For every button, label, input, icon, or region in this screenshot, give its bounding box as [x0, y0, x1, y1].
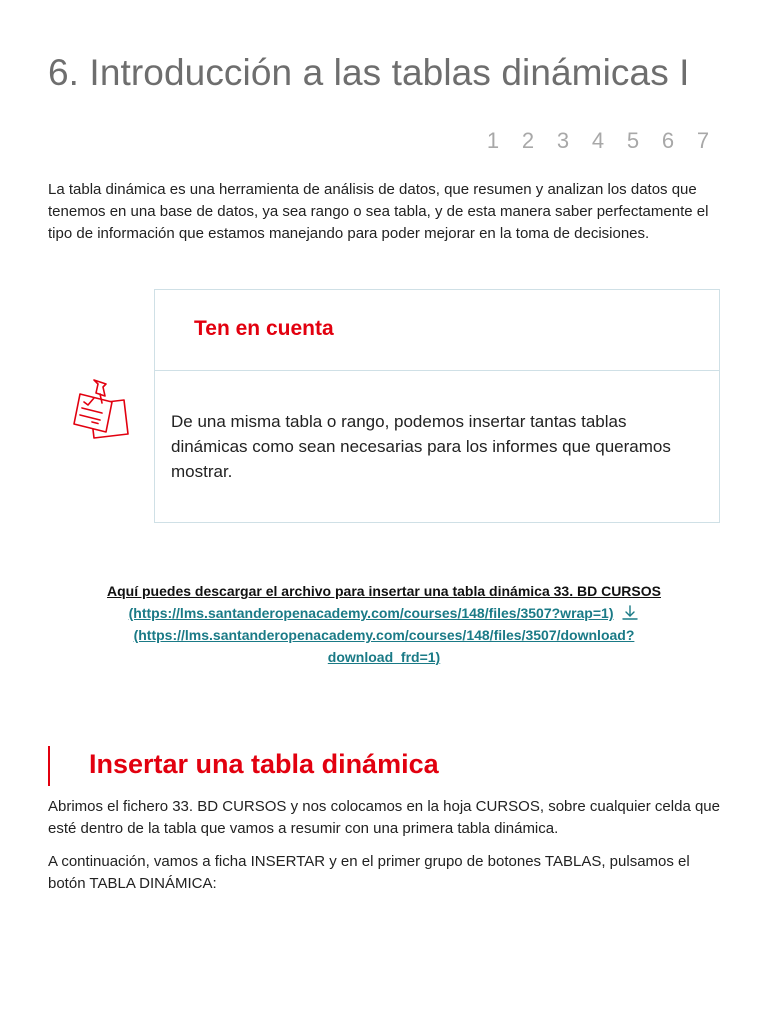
intro-paragraph: La tabla dinámica es una herramienta de análisis de datos, que resumen y analizan los datos que tenemos en una base de datos, ya sea rango o sea tabla, y de esta manera saber perfectamente el tipo de información que estamos manejando para poder mejorar en la toma de decisiones.: [48, 181, 709, 242]
download-link[interactable]: (https://lms.santanderopenacademy.com/courses/148/files/3507/download?download_frd=1): [133, 627, 635, 665]
download-text: Aquí puedes descargar el archivo para insertar una tabla dinámica 33. BD CURSOS: [107, 583, 661, 599]
section-paragraph-2: A continuación, vamos a ficha INSERTAR y en el primer grupo de botones TABLAS, pulsamos el botón TABLA DINÁMICA:: [48, 853, 690, 892]
callout-title: Ten en cuenta: [194, 317, 334, 340]
callout-header: [155, 290, 719, 371]
download-arrow-icon[interactable]: [621, 605, 639, 621]
page-link-7[interactable]: 7: [696, 128, 710, 153]
pinned-note-icon: [72, 374, 132, 440]
pagination: [478, 128, 718, 154]
download-block: [100, 580, 668, 668]
callout-box: [154, 289, 720, 523]
page-link-2[interactable]: 2: [521, 128, 535, 153]
page-title: 6. Introducción a las tablas dinámicas I: [48, 52, 690, 93]
page-link-4[interactable]: 4: [591, 128, 605, 153]
page-link-1[interactable]: 1: [486, 128, 500, 153]
page-link-3[interactable]: 3: [556, 128, 570, 153]
page-link-6[interactable]: 6: [661, 128, 675, 153]
section-title: Insertar una tabla dinámica: [89, 749, 439, 779]
section-accent-bar: [48, 746, 50, 786]
callout-body: De una misma tabla o rango, podemos insertar tantas tablas dinámicas como sean necesarias para los informes que queramos mostrar.: [171, 412, 671, 481]
file-link[interactable]: (https://lms.santanderopenacademy.com/courses/148/files/3507?wrap=1): [128, 605, 614, 621]
page-link-5[interactable]: 5: [626, 128, 640, 153]
section-paragraph-1: Abrimos el fichero 33. BD CURSOS y nos colocamos en la hoja CURSOS, sobre cualquier celda que esté dentro de la tabla que vamos a resumir con una primera tabla dinámica.: [48, 798, 720, 837]
